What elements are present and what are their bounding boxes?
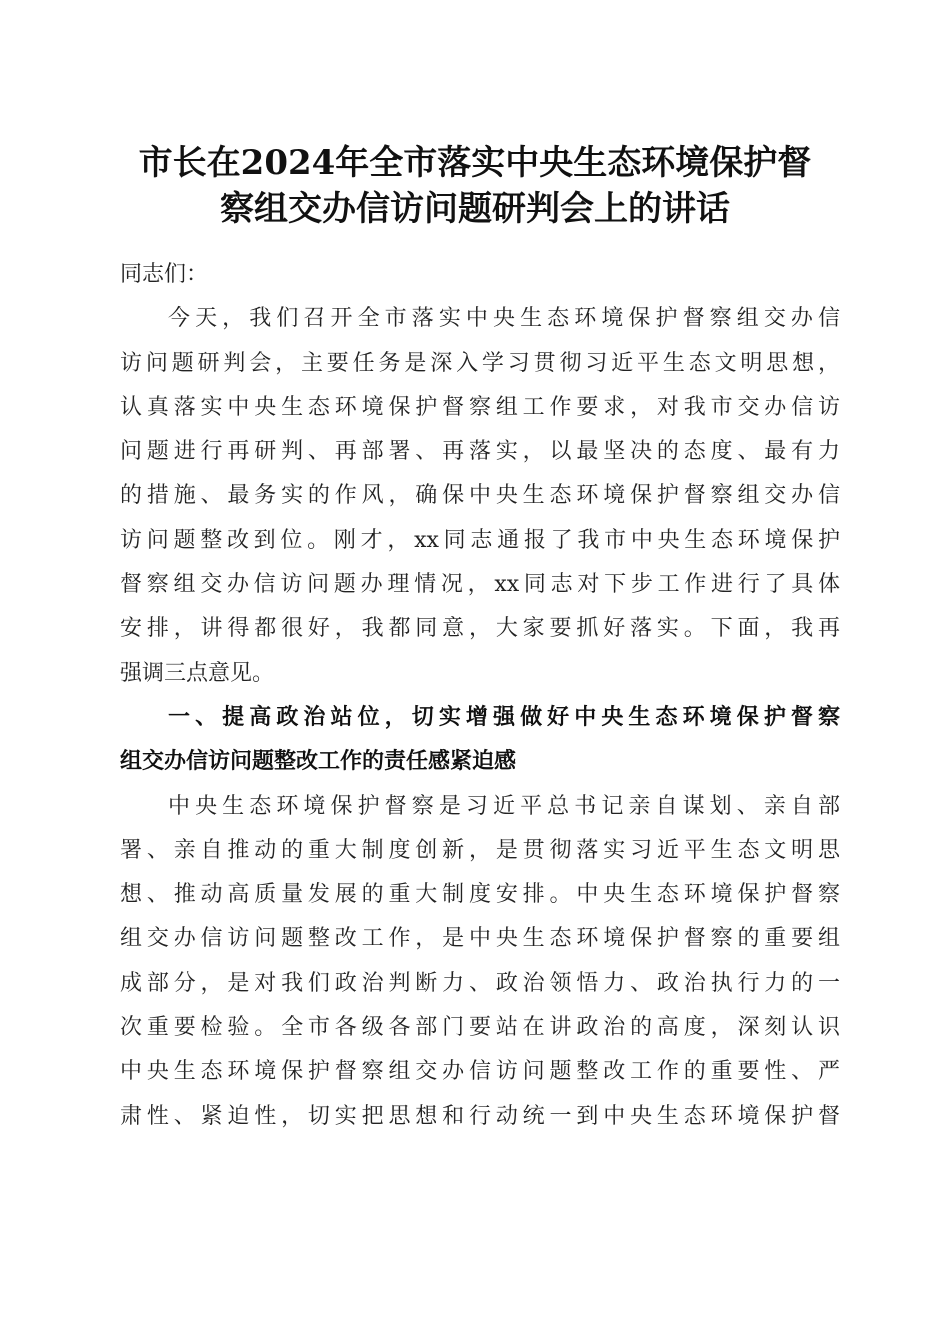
paragraph-line: 中央生态环境保护督察是习近平总书记亲自谋划、亲自部 [168, 793, 840, 819]
paragraph-line: 肃性、紧迫性，切实把思想和行动统一到中央生态环境保护督 [120, 1103, 840, 1129]
paragraph-line: 想、推动高质量发展的重大制度安排。中央生态环境保护督察 [120, 882, 840, 908]
title-line-1: 市长在2024年全市落实中央生态环境保护督 [138, 143, 812, 183]
document-title [100, 140, 850, 232]
title-line-2: 察组交办信访问题研判会上的讲话 [220, 189, 730, 229]
section-1-heading [120, 696, 840, 785]
paragraph-line: 督察组交办信访问题办理情况，xx同志对下步工作进行了具体 [120, 572, 840, 598]
paragraph-line: 问题进行再研判、再部署、再落实，以最坚决的态度、最有力 [120, 439, 840, 465]
paragraph-line: 次重要检验。全市各级各部门要站在讲政治的高度，深刻认识 [120, 1015, 840, 1041]
paragraph-line: 今天，我们召开全市落实中央生态环境保护督察组交办信 [168, 306, 840, 332]
document-body [120, 253, 840, 1139]
paragraph-line: 署、亲自推动的重大制度创新，是贯彻落实习近平生态文明思 [120, 837, 840, 863]
paragraph-line: 中央生态环境保护督察组交办信访问题整改工作的重要性、严 [120, 1059, 840, 1085]
paragraph-line: 安排，讲得都很好，我都同意，大家要抓好落实。下面，我再 [120, 616, 840, 642]
paragraph-line: 认真落实中央生态环境保护督察组工作要求，对我市交办信访 [120, 394, 840, 420]
heading-line: 组交办信访问题整改工作的责任感紧迫感 [120, 749, 517, 775]
paragraph-line: 强调三点意见。 [120, 660, 275, 686]
intro-paragraph [120, 297, 840, 696]
paragraph-line: 访问题整改到位。刚才，xx同志通报了我市中央生态环境保护 [120, 527, 840, 553]
heading-line: 一、提高政治站位，切实增强做好中央生态环境保护督察 [168, 704, 840, 730]
paragraph-line: 组交办信访问题整改工作，是中央生态环境保护督察的重要组 [120, 926, 840, 952]
salutation: 同志们： [120, 262, 209, 287]
paragraph-line: 访问题研判会，主要任务是深入学习贯彻习近平生态文明思想， [120, 350, 840, 376]
paragraph-line: 成部分，是对我们政治判断力、政治领悟力、政治执行力的一 [120, 970, 840, 996]
paragraph-line: 的措施、最务实的作风，确保中央生态环境保护督察组交办信 [120, 483, 840, 509]
section-1-paragraph [120, 785, 840, 1139]
